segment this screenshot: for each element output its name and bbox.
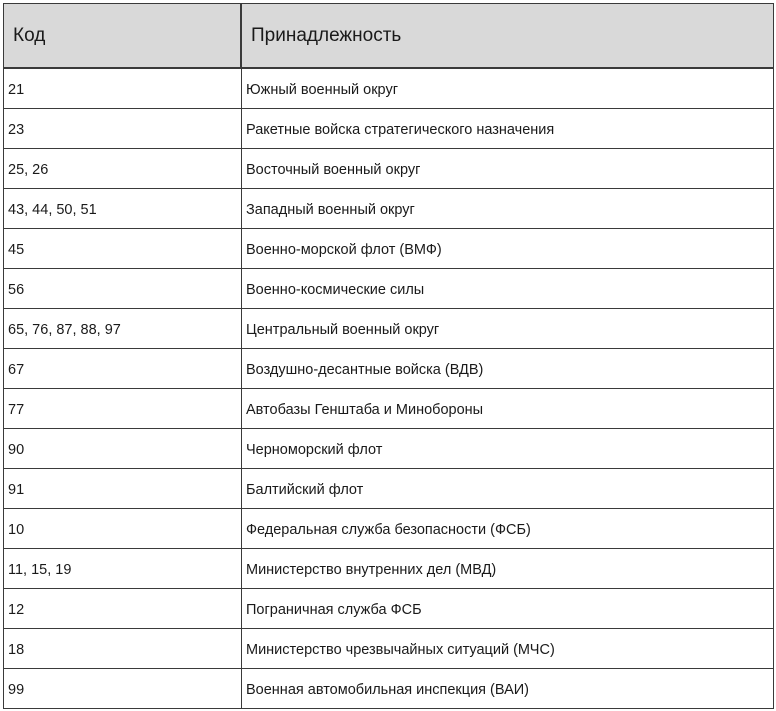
table-row	[4, 149, 774, 189]
owner-cell: Южный военный округ	[242, 69, 774, 108]
table-header-row	[4, 4, 774, 69]
table-row	[4, 429, 774, 469]
owner-cell: Черноморский флот	[242, 429, 774, 468]
table-row	[4, 109, 774, 149]
code-cell: 21	[4, 69, 242, 108]
table-row	[4, 629, 774, 669]
codes-table	[3, 3, 774, 709]
code-cell: 43, 44, 50, 51	[4, 189, 242, 228]
owner-cell: Ракетные войска стратегического назначения	[242, 109, 774, 148]
code-cell: 91	[4, 469, 242, 508]
code-cell: 56	[4, 269, 242, 308]
code-cell: 65, 76, 87, 88, 97	[4, 309, 242, 348]
owner-cell: Министерство чрезвычайных ситуаций (МЧС)	[242, 629, 774, 668]
header-owner: Принадлежность	[242, 4, 774, 67]
code-cell: 23	[4, 109, 242, 148]
code-cell: 18	[4, 629, 242, 668]
owner-cell: Центральный военный округ	[242, 309, 774, 348]
owner-cell: Автобазы Генштаба и Минобороны	[242, 389, 774, 428]
header-code: Код	[4, 4, 242, 67]
table-row	[4, 669, 774, 709]
code-cell: 67	[4, 349, 242, 388]
owner-cell: Военная автомобильная инспекция (ВАИ)	[242, 669, 774, 708]
table-row	[4, 309, 774, 349]
table-row	[4, 589, 774, 629]
owner-cell: Военно-морской флот (ВМФ)	[242, 229, 774, 268]
owner-cell: Военно-космические силы	[242, 269, 774, 308]
code-cell: 90	[4, 429, 242, 468]
table-row	[4, 389, 774, 429]
code-cell: 99	[4, 669, 242, 708]
table-row	[4, 69, 774, 109]
code-cell: 25, 26	[4, 149, 242, 188]
code-cell: 11, 15, 19	[4, 549, 242, 588]
table-row	[4, 349, 774, 389]
owner-cell: Федеральная служба безопасности (ФСБ)	[242, 509, 774, 548]
table-row	[4, 229, 774, 269]
code-cell: 77	[4, 389, 242, 428]
table-row	[4, 269, 774, 309]
table-row	[4, 549, 774, 589]
owner-cell: Западный военный округ	[242, 189, 774, 228]
owner-cell: Воздушно-десантные войска (ВДВ)	[242, 349, 774, 388]
owner-cell: Восточный военный округ	[242, 149, 774, 188]
table-row	[4, 509, 774, 549]
table-row	[4, 189, 774, 229]
code-cell: 45	[4, 229, 242, 268]
owner-cell: Балтийский флот	[242, 469, 774, 508]
table-row	[4, 469, 774, 509]
owner-cell: Министерство внутренних дел (МВД)	[242, 549, 774, 588]
owner-cell: Пограничная служба ФСБ	[242, 589, 774, 628]
code-cell: 10	[4, 509, 242, 548]
code-cell: 12	[4, 589, 242, 628]
